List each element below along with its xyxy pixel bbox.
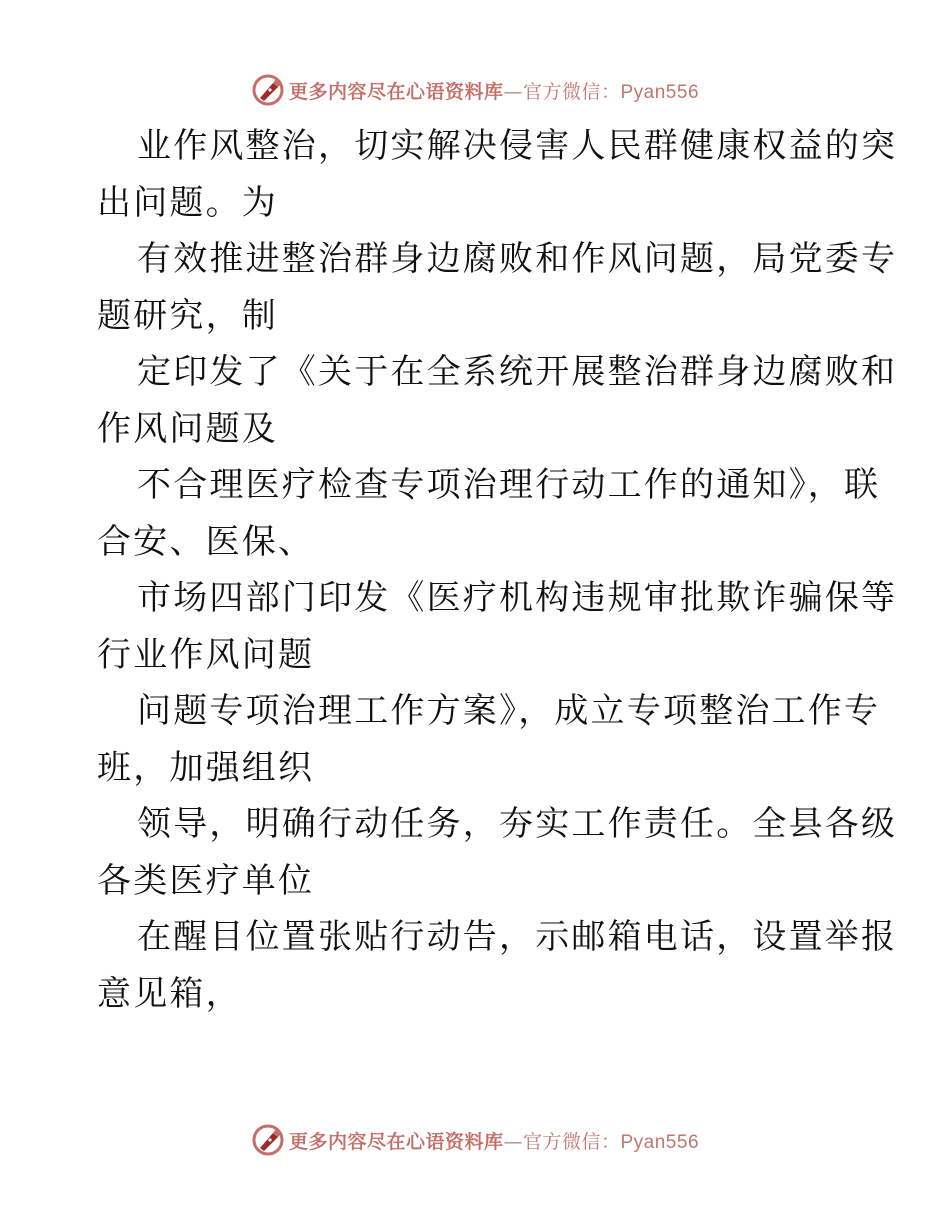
watermark-text (289, 1127, 699, 1154)
watermark-wechat-label: 官方微信： (522, 1130, 621, 1153)
watermark-wechat-label: 官方微信： (522, 80, 621, 103)
text-line: 作风问题及 (97, 408, 278, 449)
text-line: 定印发了《关于在全系统开展整治群身边腐败和 (137, 352, 898, 392)
text-line: 行业作风问题 (97, 634, 315, 675)
pen-nib-logo-icon (251, 1123, 285, 1157)
watermark-wechat-id: Pyan556 (620, 1131, 700, 1153)
text-line: 意见箱， (97, 973, 242, 1014)
watermark-separator: — (503, 80, 523, 103)
text-line: 市场四部门印发《医疗机构违规审批欺诈骗保等 (137, 578, 898, 618)
text-line: 班，加强组织 (97, 747, 315, 788)
text-line: 业作风整治，切实解决侵害人民群健康权益的突 (137, 126, 898, 166)
watermark-separator: — (503, 1130, 523, 1153)
text-line: 在醒目位置张贴行动告，示邮箱电话，设置举报 (137, 917, 898, 957)
document-body (97, 118, 898, 1022)
text-line: 各类医疗单位 (97, 860, 315, 901)
text-line: 题研究，制 (97, 295, 278, 336)
watermark-wechat-id: Pyan556 (620, 81, 700, 103)
text-line: 不合理医疗检查专项治理行动工作的通知》，联 (137, 465, 881, 505)
text-line: 问题专项治理工作方案》，成立专项整治工作专 (137, 691, 881, 731)
page-header-watermark (0, 70, 950, 110)
text-line: 合安、医保、 (97, 521, 315, 562)
page-footer-watermark (0, 1120, 950, 1160)
watermark-text (289, 77, 699, 104)
pen-nib-logo-icon (251, 73, 285, 107)
text-line: 有效推进整治群身边腐败和作风问题，局党委专 (137, 239, 898, 279)
watermark-main-text: 更多内容尽在心语资料库 (288, 1130, 504, 1153)
text-line: 领导，明确行动任务，夯实工作责任。全县各级 (137, 804, 898, 844)
text-line: 出问题。为 (97, 182, 278, 223)
watermark-main-text: 更多内容尽在心语资料库 (288, 80, 504, 103)
